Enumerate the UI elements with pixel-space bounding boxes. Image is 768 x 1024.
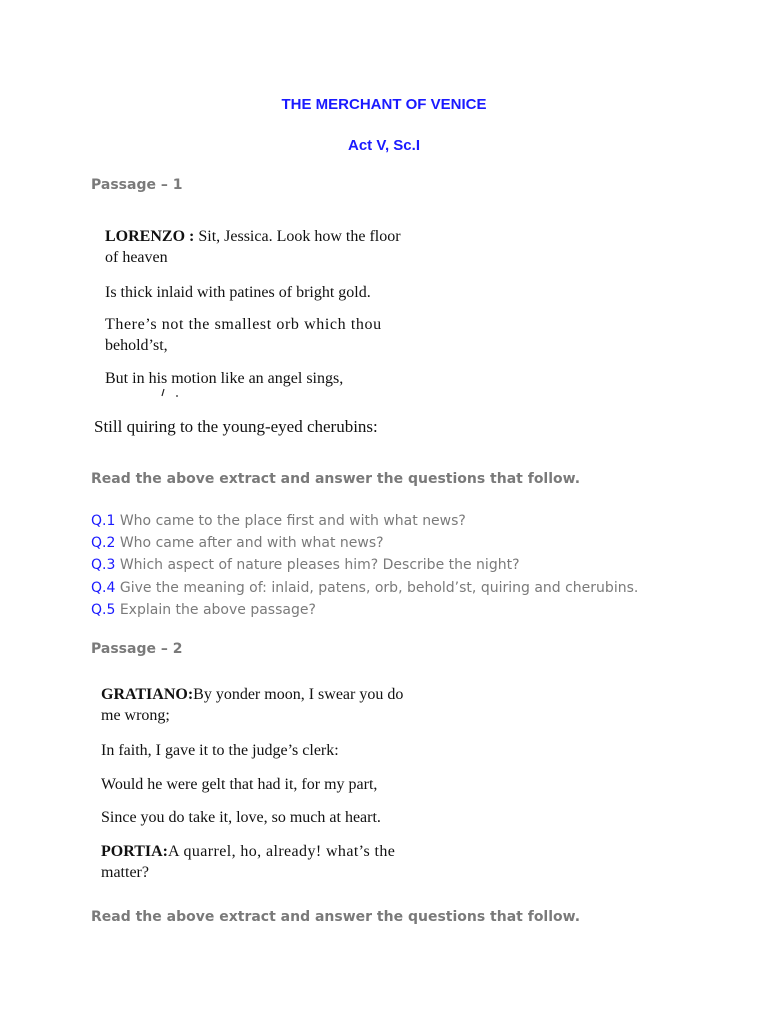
- verse-text: A quarrel, ho, already! what’s the: [168, 843, 396, 860]
- question-text: Give the meaning of: inlaid, patens, orb, behold’st, quiring and cherubins.: [115, 579, 639, 596]
- passage-2-verse-line-1: [101, 684, 413, 726]
- passage-1-verse-line-5: Still quiring to the young-eyed cherubins:: [94, 417, 378, 436]
- question-number: Q.1: [91, 513, 116, 529]
- question-text: Who came after and with what news?: [115, 535, 384, 552]
- speaker-gratiano: GRATIANO:: [101, 686, 194, 703]
- question-text: Who came to the place first and with what news?: [115, 513, 466, 529]
- verse-text: There’s not the smallest orb which thou: [105, 316, 382, 333]
- question-number: Q.5: [91, 601, 116, 618]
- question-item: [91, 554, 638, 576]
- verse-text: Sit, Jessica. Look how the floor: [194, 228, 401, 245]
- verse-text: By yonder moon, I swear you do: [193, 686, 404, 703]
- passage-1-instruction: Read the above extract and answer the questions that follow.: [91, 471, 581, 487]
- question-item: [91, 577, 638, 599]
- passage-1-heading: Passage – 1: [91, 177, 183, 193]
- verse-text: behold’st,: [105, 337, 168, 354]
- passage-1-verse-line-3: [105, 314, 415, 356]
- speaker-lorenzo: LORENZO :: [105, 228, 195, 245]
- question-item: [91, 510, 638, 532]
- passage-2-verse-line-3: Would he were gelt that had it, for my part,: [101, 776, 378, 793]
- verse-text: me wrong;: [101, 707, 170, 724]
- question-number: Q.2: [91, 535, 116, 552]
- scan-speck-marks: [158, 386, 188, 398]
- question-item: [91, 532, 638, 554]
- question-item: [91, 599, 638, 621]
- passage-2-heading: Passage – 2: [91, 641, 183, 657]
- passage-1-verse-line-4: But in his motion like an angel sings,: [105, 370, 344, 387]
- speaker-portia: PORTIA:: [101, 843, 168, 860]
- question-text: Explain the above passage?: [115, 601, 316, 618]
- passage-1-verse-line-1: [105, 226, 415, 268]
- passage-1-verse-line-2: Is thick inlaid with patines of bright gold.: [105, 284, 371, 301]
- passage-2-verse-line-4: Since you do take it, love, so much at heart.: [101, 809, 381, 826]
- act-scene-subtitle: Act V, Sc.I: [348, 137, 420, 154]
- passage-2-verse-line-2: In faith, I gave it to the judge’s clerk:: [101, 742, 339, 759]
- question-text: Which aspect of nature pleases him? Describe the night?: [115, 557, 520, 574]
- question-number: Q.3: [91, 557, 116, 574]
- passage-2-instruction: Read the above extract and answer the questions that follow.: [91, 909, 581, 925]
- passage-2-verse-line-5: [101, 841, 413, 883]
- passage-1-questions: [91, 510, 638, 621]
- verse-text: of heaven: [105, 249, 168, 266]
- question-number: Q.4: [91, 579, 116, 596]
- verse-text: matter?: [101, 864, 149, 881]
- document-title: THE MERCHANT OF VENICE: [281, 96, 487, 113]
